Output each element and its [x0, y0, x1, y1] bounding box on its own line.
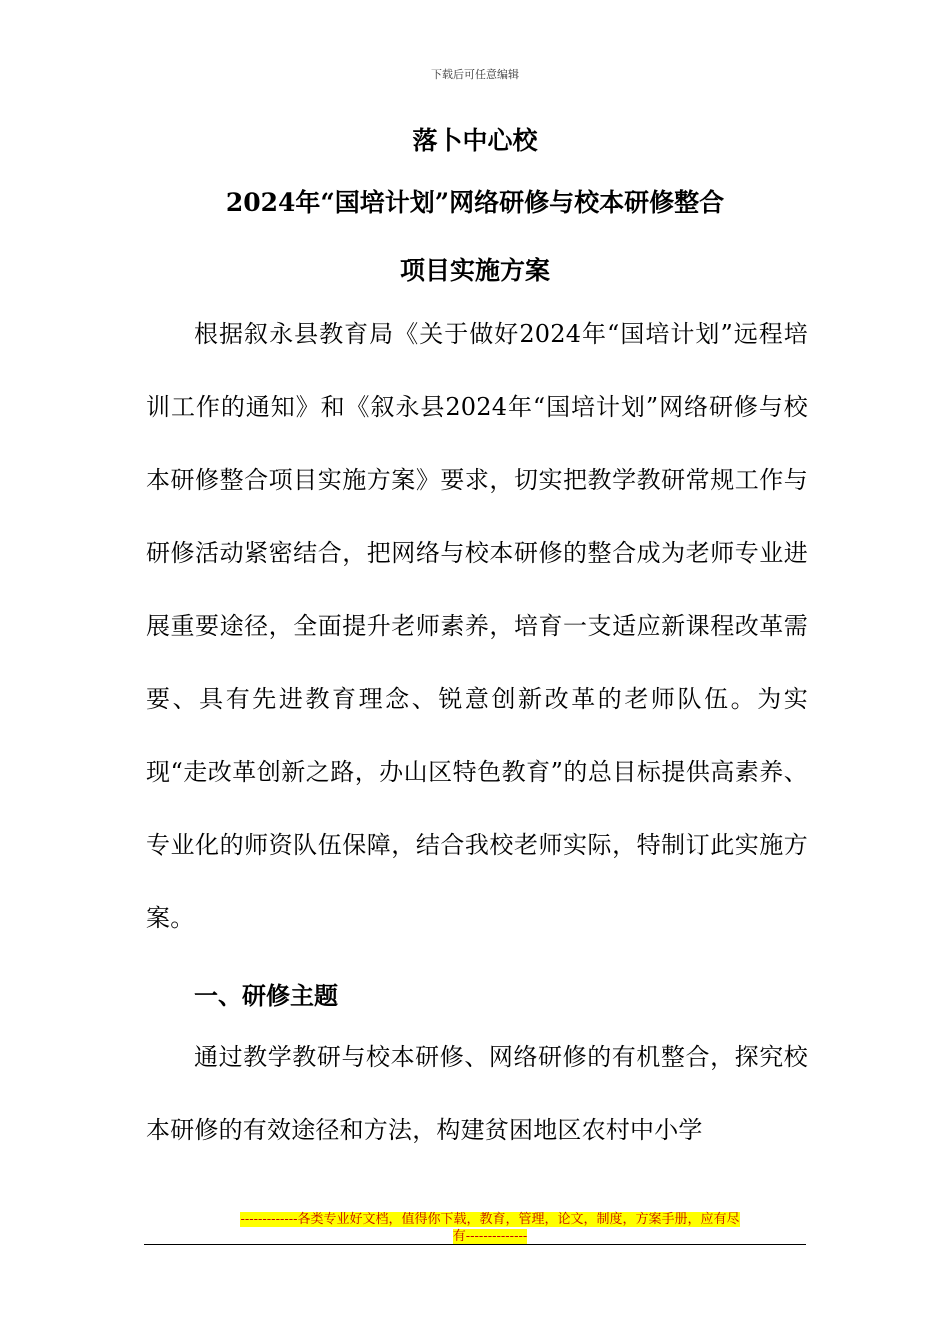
header-note: 下载后可任意编辑	[431, 68, 519, 81]
footer-banner-line2: 有--------------	[452, 1229, 528, 1244]
document-title-school: 落卜中心校	[412, 126, 538, 155]
document-title-main: 2024年“国培计划”网络研修与校本研修整合	[225, 188, 725, 217]
footer-divider	[144, 1244, 806, 1245]
footer-promo-banner	[210, 1211, 770, 1245]
section-heading-research-theme: 一、研修主题	[194, 981, 338, 1010]
body-paragraph-intro: 根据叙永县教育局《关于做好2024年“国培计划”远程培训工作的通知》和《叙永县2024年“国培计划”网络研修与校本研修整合项目实施方案》要求，切实把教学教研常规工作与研修活动紧密结合，把网络与校本研修的整合成为老师专业进展重要途径，全面提升老师素养，培育一支适应新课程改革需要、具有先进教育理念、锐意创新改革的老师队伍。为实现“走改革创新之路，办山区特色教育”的总目标提供高素养、专业化的师资队伍保障，结合我校老师实际，特制订此实施方案。	[146, 320, 808, 932]
document-title-sub: 项目实施方案	[399, 256, 550, 285]
footer-banner-line1: -------------各类专业好文档，值得你下载，教育，管理，论文，制度，方案手册，应有尽	[240, 1212, 740, 1227]
body-paragraph-theme: 通过教学教研与校本研修、网络研修的有机整合，探究校本研修的有效途径和方法，构建贫困地区农村中小学	[146, 1043, 808, 1144]
